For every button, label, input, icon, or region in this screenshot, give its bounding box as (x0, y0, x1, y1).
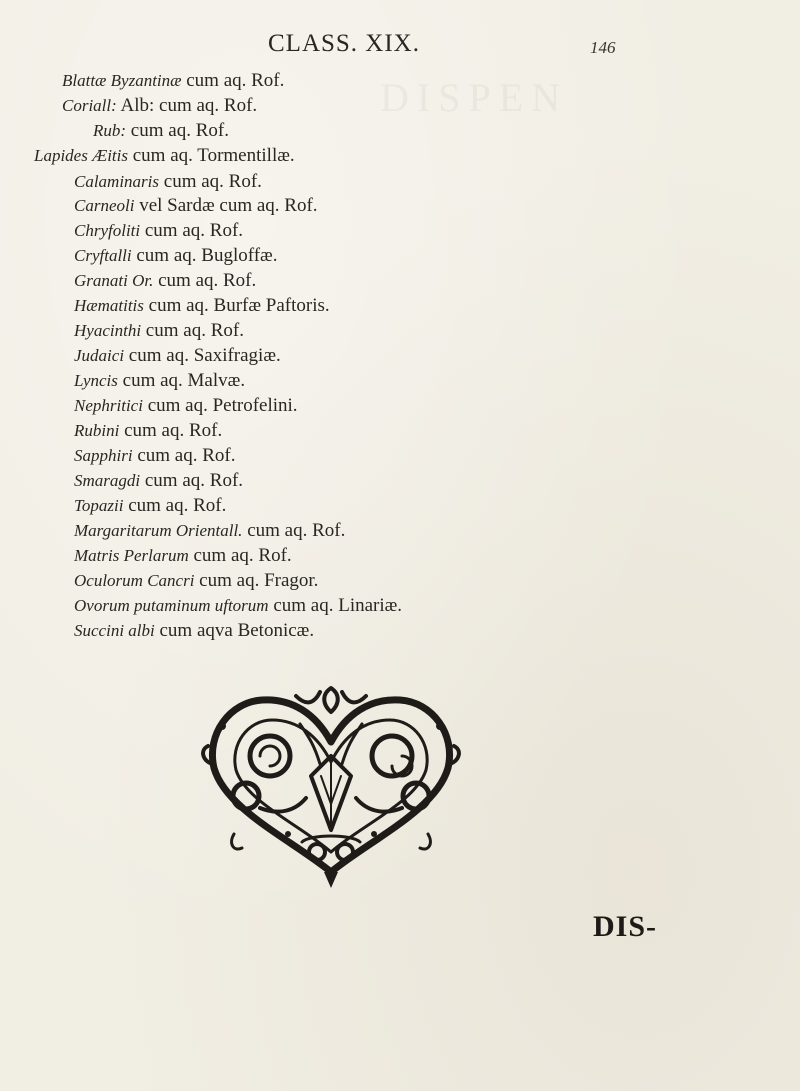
entry-text: cum aq. Petrofelini. (147, 395, 298, 416)
entry-name: Rubini (74, 421, 120, 440)
entry-text: cum aq. Rof. (186, 70, 285, 91)
list-item (74, 319, 244, 343)
entry-text: cum aq. Rof. (163, 171, 262, 192)
list-item (74, 494, 226, 518)
entry-name: Sapphiri (74, 446, 133, 465)
list-item (74, 244, 277, 268)
entry-text: cum aq. Rof. (137, 445, 236, 466)
list-item (74, 344, 281, 368)
entry-text: Alb: cum aq. Rof. (120, 95, 258, 116)
entry-name: Succini albi (74, 621, 155, 640)
entry-text: vel Sardæ cum aq. Rof. (139, 195, 318, 216)
list-item (74, 369, 245, 393)
list-item (74, 544, 292, 568)
list-item (74, 444, 235, 468)
entry-text: cum aq. Burfæ Paftoris. (148, 295, 330, 316)
entry-text: cum aq. Tormentillæ. (132, 145, 295, 166)
entry-name: Blattæ Byzantinæ (62, 71, 182, 90)
entry-name: Nephritici (74, 396, 143, 415)
entry-text: cum aq. Rof. (128, 495, 227, 516)
list-item (74, 194, 318, 218)
entry-name: Lapides Æitis (34, 146, 128, 165)
entry-name: Margaritarum Orientall. (74, 521, 243, 540)
list-item (34, 144, 295, 168)
list-item (74, 469, 243, 493)
entry-name: Lyncis (74, 371, 118, 390)
entry-name: Hæmatitis (74, 296, 144, 315)
entry-text: cum aq. Linariæ. (273, 595, 403, 616)
entry-text: cum aq. Rof. (144, 470, 244, 491)
list-item (74, 519, 345, 543)
running-header (0, 30, 800, 60)
heart-ornament (200, 684, 462, 890)
entry-name: Topazii (74, 496, 124, 515)
entry-name: Hyacinthi (74, 321, 142, 340)
class-title: CLASS. XIX. (268, 30, 420, 57)
entry-text: cum aq. Rof. (193, 545, 292, 566)
entry-name: Judaici (74, 346, 125, 365)
entry-name: Chryfoliti (74, 221, 141, 240)
catchword: DIS- (593, 910, 658, 943)
entry-name: Smaragdi (74, 471, 141, 490)
list-item (74, 170, 262, 194)
entry-text: cum aq. Saxifragiæ. (128, 345, 281, 366)
entry-text: cum aq. Rof. (145, 320, 244, 341)
list-item (74, 219, 243, 243)
entry-name: Matris Perlarum (74, 546, 189, 565)
list-item (74, 619, 314, 643)
entry-name: Granati Or. (74, 271, 154, 290)
list-item (74, 269, 256, 293)
entry-name: Cryftalli (74, 246, 132, 265)
entry-text: cum aq. Rof. (158, 270, 257, 291)
entry-text: cum aqva Betonicæ. (159, 620, 315, 641)
list-item (93, 119, 229, 143)
entry-name: Carneoli (74, 196, 135, 215)
show-through-text: DISPEN (380, 75, 569, 120)
entry-text: cum aq. Bugloffæ. (136, 245, 278, 266)
entry-name: Coriall: (62, 96, 117, 115)
list-item (74, 594, 402, 618)
list-item (62, 69, 284, 93)
entry-text: cum aq. Fragor. (199, 570, 319, 591)
entry-text: cum aq. Rof. (124, 420, 223, 441)
entry-name: Oculorum Cancri (74, 571, 195, 590)
list-item (74, 419, 222, 443)
entry-text: cum aq. Rof. (247, 520, 346, 541)
list-item (74, 294, 330, 318)
entry-name: Rub: (93, 121, 127, 140)
list-item (62, 94, 257, 118)
entry-text: cum aq. Malvæ. (122, 370, 246, 391)
list-item (74, 394, 298, 418)
entry-name: Calaminaris (74, 172, 160, 191)
entry-text: cum aq. Rof. (144, 220, 244, 241)
list-item (74, 569, 318, 593)
entry-text: cum aq. Rof. (130, 120, 229, 141)
entry-name: Ovorum putaminum uftorum (74, 596, 269, 615)
page-number: 146 (590, 38, 616, 57)
